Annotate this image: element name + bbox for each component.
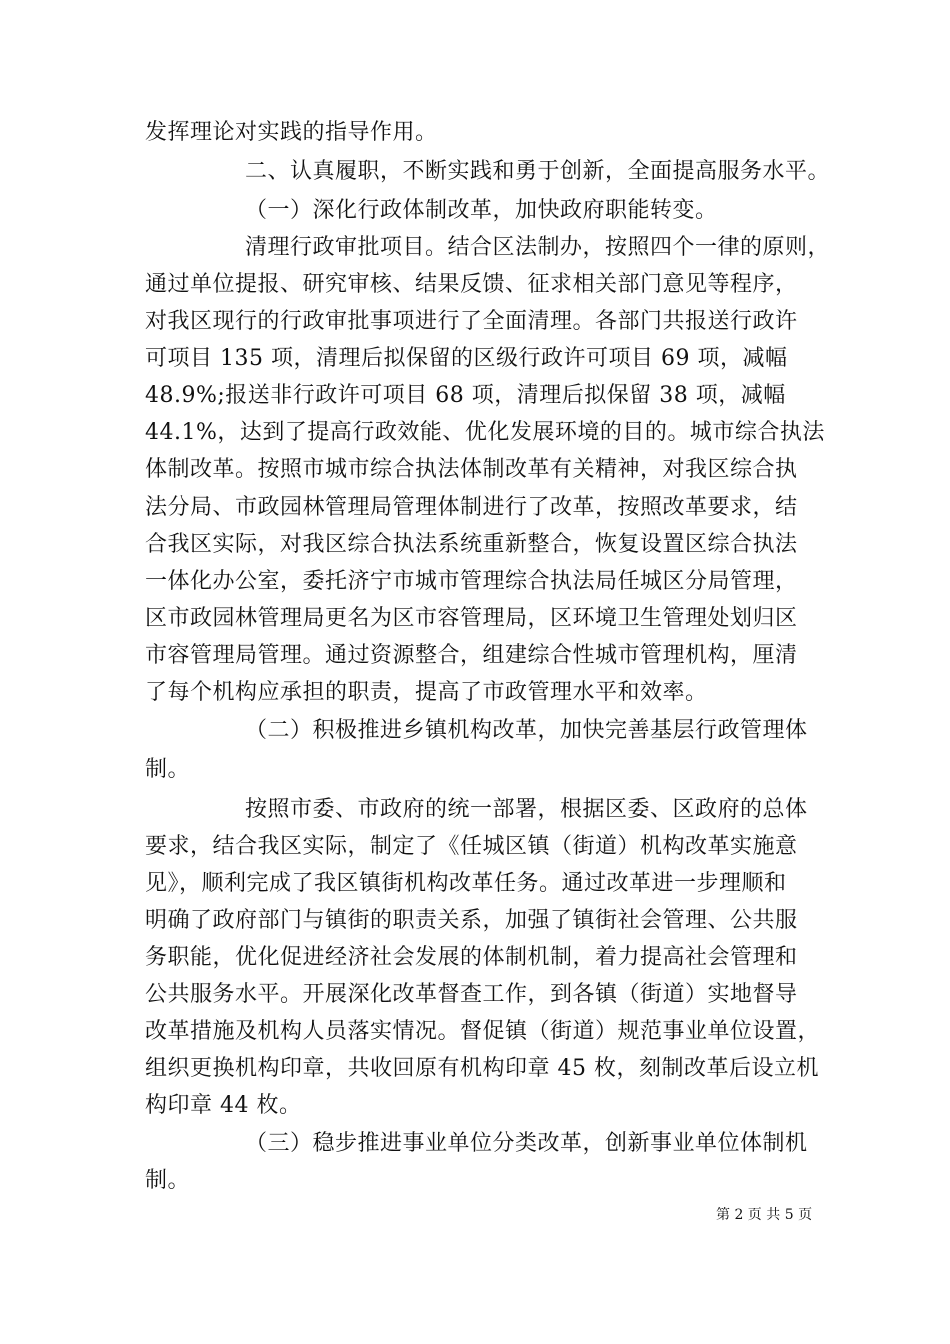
text-line: 可项目 135 项，清理后拟保留的区级行政许可项目 69 项，减幅 [145, 346, 788, 371]
text-line: 制。 [145, 757, 191, 782]
text-line: 合我区实际，对我区综合执法系统重新整合，恢复设置区综合执法 [145, 532, 798, 557]
text-line: 构印章 44 枚。 [145, 1093, 302, 1118]
text-line: 明确了政府部门与镇街的职责关系，加强了镇街社会管理、公共服 [145, 908, 798, 933]
text-line: 44.1%，达到了提高行政效能、优化发展环境的目的。城市综合执法 [145, 420, 825, 445]
text-line: 市容管理局管理。通过资源整合，组建综合性城市管理机构，厘清 [145, 643, 798, 668]
text-line: 按照市委、市政府的统一部署，根据区委、区政府的总体 [245, 797, 808, 822]
page-number: 第 2 页 共 5 页 [716, 1207, 813, 1223]
text-line: 务职能，优化促进经济社会发展的体制机制，着力提高社会管理和 [145, 945, 798, 970]
text-line: 清理行政审批项目。结合区法制办，按照四个一律的原则， [245, 235, 831, 260]
text-line: 公共服务水平。开展深化改革督查工作，到各镇（街道）实地督导 [145, 982, 798, 1007]
text-line: 法分局、市政园林管理局管理体制进行了改革，按照改革要求，结 [145, 495, 798, 520]
subsection-heading: （三）稳步推进事业单位分类改革，创新事业单位体制机 [245, 1131, 808, 1156]
text-line: 区市政园林管理局更名为区市容管理局，区环境卫生管理处划归区 [145, 606, 798, 631]
subsection-heading: （二）积极推进乡镇机构改革，加快完善基层行政管理体 [245, 718, 808, 743]
text-line: 体制改革。按照市城市综合执法体制改革有关精神，对我区综合执 [145, 457, 798, 482]
text-line: 见》，顺利完成了我区镇街机构改革任务。通过改革进一步理顺和 [145, 871, 787, 896]
text-line: 组织更换机构印章，共收回原有机构印章 45 枚，刻制改革后设立机 [145, 1056, 819, 1081]
subsection-heading: （一）深化行政体制改革，加快政府职能转变。 [245, 198, 718, 223]
text-line: 要求，结合我区实际，制定了《任城区镇（街道）机构改革实施意 [145, 834, 798, 859]
text-line: 改革措施及机构人员落实情况。督促镇（街道）规范事业单位设置， [145, 1019, 821, 1044]
text-line: 48.9%;报送非行政许可项目 68 项，清理后拟保留 38 项，减幅 [145, 383, 786, 408]
text-line: 对我区现行的行政审批事项进行了全面清理。各部门共报送行政许 [145, 309, 798, 334]
text-line: 通过单位提报、研究审核、结果反馈、征求相关部门意见等程序， [145, 272, 798, 297]
text-line: 了每个机构应承担的职责，提高了市政管理水平和效率。 [145, 680, 708, 705]
text-line: 发挥理论对实践的指导作用。 [145, 120, 438, 145]
text-line: 一体化办公室，委托济宁市城市管理综合执法局任城区分局管理， [145, 569, 798, 594]
text-line: 制。 [145, 1168, 191, 1193]
section-heading: 二、认真履职，不断实践和勇于创新，全面提高服务水平。 [245, 159, 831, 184]
